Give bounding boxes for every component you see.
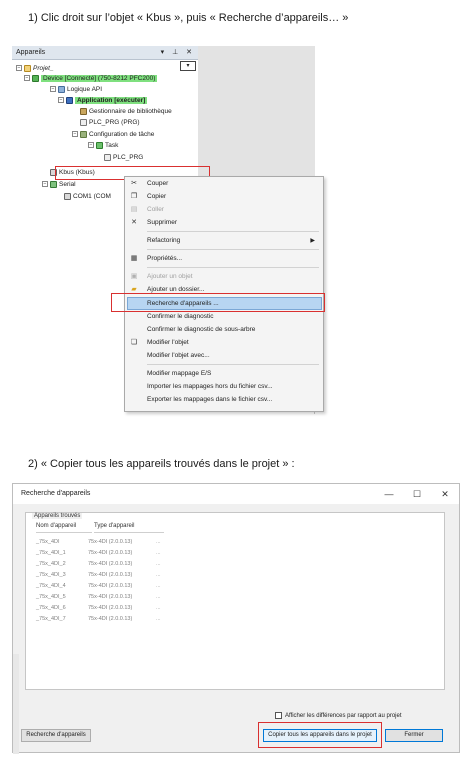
menu-item-add-object[interactable] [125, 271, 323, 283]
tree-node-label: Configuration de tâche [89, 131, 155, 138]
tree-node-label: Application [exécuter] [77, 97, 146, 104]
row-ellipsis-button[interactable]: ... [156, 539, 161, 545]
tree-node-label: Task [105, 142, 119, 149]
found-devices-group [25, 512, 445, 690]
found-devices-label: Appareils trouvés [34, 513, 81, 519]
scissors-icon: ✂ [131, 180, 137, 187]
collapse-icon[interactable]: − [89, 142, 93, 149]
devices-panel-title: Appareils [16, 49, 46, 56]
show-differences-label: Afficher les différences par rapport au projet [285, 713, 402, 720]
device-name: _75x_4DI_4 [36, 583, 66, 589]
menu-separator [147, 267, 319, 268]
menu-item-delete[interactable] [125, 217, 323, 229]
menu-item-label: Modifier l'objet avec... [147, 352, 210, 359]
application-icon [66, 97, 73, 104]
tree-node-label: Kbus (Kbus) [59, 169, 95, 176]
device-name: _75x_4DI_3 [36, 572, 66, 578]
menu-separator [147, 231, 319, 232]
menu-separator [147, 249, 319, 250]
menu-item-export-csv[interactable] [125, 394, 323, 406]
menu-item-confirm-diagnosis[interactable] [125, 311, 323, 323]
paste-icon: ▤ [130, 206, 138, 213]
device-name: _75x_4DI_1 [36, 550, 66, 556]
menu-item-label: Coller [147, 206, 164, 213]
tree-node-device[interactable] [24, 74, 157, 84]
menu-item-label: Exporter les mappages dans le fichier csv... [147, 396, 273, 403]
close-icon[interactable]: ✕ [441, 489, 449, 499]
device-type: 75x-4DI (2.0.0.13) [88, 572, 133, 578]
show-differences-checkbox[interactable] [275, 712, 402, 719]
menu-item-label: Importer les mappages hors du fichier csv... [147, 383, 273, 390]
program-icon [80, 119, 87, 126]
task-icon [96, 142, 103, 149]
menu-item-label: Propriétés... [147, 255, 183, 262]
dialog-title-bar [13, 484, 459, 504]
maximize-icon[interactable]: ☐ [412, 489, 422, 499]
menu-item-edit-object[interactable] [125, 337, 323, 349]
copy-all-devices-button[interactable]: Copier tous les appareils dans le projet [263, 729, 377, 742]
tree-node-library-manager[interactable] [80, 107, 172, 117]
menu-item-label: Confirmer le diagnostic [147, 313, 214, 320]
tree-node-com1[interactable] [64, 192, 111, 202]
device-type: 75x-4DI (2.0.0.13) [88, 561, 133, 567]
tree-node-task-config[interactable] [72, 130, 154, 140]
panel-header-buttons[interactable]: ▾ ⊥ ✕ [160, 49, 195, 56]
menu-item-paste[interactable] [125, 204, 323, 216]
scan-devices-button[interactable]: Recherche d'appareils [21, 729, 91, 742]
menu-item-cut[interactable] [125, 178, 323, 190]
device-type: 75x-4DI (2.0.0.13) [88, 539, 133, 545]
panel-background [198, 46, 315, 180]
project-icon [24, 65, 31, 72]
tree-node-label: Gestionnaire de bibliothèque [89, 108, 172, 115]
row-ellipsis-button[interactable]: ... [156, 594, 161, 600]
dialog-title: Recherche d'appareils [21, 490, 91, 497]
screenshot-context-menu [12, 46, 315, 414]
device-icon [32, 75, 39, 82]
device-name: _75x_4DI [36, 539, 60, 545]
tree-node-plc-prg[interactable] [80, 118, 140, 128]
tree-node-label: COM1 (COM [73, 193, 111, 200]
tree-node-label: Device [Connecté] (750-8212 PFC200) [43, 75, 156, 82]
row-ellipsis-button[interactable]: ... [156, 616, 161, 622]
collapse-icon[interactable]: − [43, 181, 47, 188]
scan-devices-dialog [12, 483, 460, 753]
close-button[interactable]: Fermer [385, 729, 443, 742]
collapse-icon[interactable]: − [51, 86, 55, 93]
submenu-arrow-icon: ▶ [310, 238, 315, 244]
properties-icon: ▦ [130, 255, 138, 262]
tree-node-label: Projet_ [33, 65, 54, 72]
menu-item-label: Couper [147, 180, 169, 187]
menu-item-edit-io-mapping[interactable] [125, 368, 323, 380]
devices-panel-header [12, 46, 198, 60]
delete-icon: ✕ [131, 219, 137, 226]
menu-item-import-csv[interactable] [125, 381, 323, 393]
com-port-icon [64, 193, 71, 200]
panel-dropdown-icon[interactable]: ▾ [180, 61, 196, 71]
menu-item-label: Ajouter un objet [147, 273, 193, 280]
tree-node-plc-logic[interactable] [50, 85, 102, 95]
row-ellipsis-button[interactable]: ... [156, 550, 161, 556]
add-object-icon: ▣ [130, 273, 138, 280]
task-config-icon [80, 131, 87, 138]
menu-separator [147, 364, 319, 365]
scan-devices-highlight-frame [111, 293, 325, 312]
menu-item-label: Copier [147, 193, 167, 200]
window-controls [375, 484, 459, 504]
row-ellipsis-button[interactable]: ... [156, 583, 161, 589]
menu-item-label: Refactoring [147, 237, 181, 244]
tree-node-task[interactable] [88, 141, 118, 151]
menu-item-edit-object-with[interactable] [125, 350, 323, 362]
device-type: 75x-4DI (2.0.0.13) [88, 550, 133, 556]
device-type: 75x-4DI (2.0.0.13) [88, 594, 133, 600]
menu-item-label: Ajouter un dossier... [147, 286, 205, 293]
library-icon [80, 108, 87, 115]
collapse-icon[interactable]: − [73, 131, 77, 138]
device-type: 75x-4DI (2.0.0.13) [88, 616, 133, 622]
tree-node-application[interactable] [58, 96, 147, 106]
menu-item-refactoring[interactable] [125, 235, 323, 247]
column-header-device-name[interactable]: Nom d'appareil [36, 523, 92, 533]
folder-icon: ▰ [131, 286, 137, 293]
menu-item-label: Supprimer [147, 219, 177, 226]
background-app-strip [13, 654, 19, 754]
checkbox-box[interactable] [275, 712, 282, 719]
device-name: _75x_4DI_6 [36, 605, 66, 611]
copy-icon: ❐ [130, 193, 138, 200]
collapse-icon[interactable]: − [25, 75, 29, 82]
step-2-caption: 2) « Copier tous les appareils trouvés dans le projet » : [28, 458, 295, 470]
device-name: _75x_4DI_5 [36, 594, 66, 600]
tree-node-label: Serial [59, 181, 76, 188]
plc-logic-icon [58, 86, 65, 93]
step-1-caption: 1) Clic droit sur l’objet « Kbus », puis « Recherche d’appareils… » [28, 12, 349, 24]
device-name: _75x_4DI_2 [36, 561, 66, 567]
tree-node-project[interactable] [16, 64, 54, 74]
serial-icon [50, 181, 57, 188]
menu-item-label: Recherche d'appareils ... [147, 300, 219, 307]
tree-node-label: PLC_PRG [113, 154, 144, 161]
menu-item-copy[interactable] [125, 191, 323, 203]
device-type: 75x-4DI (2.0.0.13) [88, 605, 133, 611]
menu-item-confirm-subtree-diagnosis[interactable] [125, 324, 323, 336]
minimize-icon[interactable]: — [384, 489, 394, 499]
collapse-icon[interactable]: − [59, 97, 63, 104]
program-icon [104, 154, 111, 161]
device-type: 75x-4DI (2.0.0.13) [88, 583, 133, 589]
row-ellipsis-button[interactable]: ... [156, 572, 161, 578]
menu-item-properties[interactable] [125, 253, 323, 265]
row-ellipsis-button[interactable]: ... [156, 561, 161, 567]
edit-object-icon: ❏ [130, 339, 138, 346]
menu-item-label: Modifier l'objet [147, 339, 189, 346]
device-name: _75x_4DI_7 [36, 616, 66, 622]
row-ellipsis-button[interactable]: ... [156, 605, 161, 611]
column-header-device-type[interactable]: Type d'appareil [94, 523, 164, 533]
menu-item-label: Modifier mappage E/S [147, 370, 212, 377]
tree-node-task-plc-prg[interactable] [104, 153, 143, 163]
tree-node-label: Logique API [67, 86, 103, 93]
tree-node-serial[interactable] [42, 180, 76, 190]
tree-node-label: PLC_PRG (PRG) [89, 119, 140, 126]
collapse-icon[interactable]: − [17, 65, 21, 72]
menu-item-label: Confirmer le diagnostic de sous-arbre [147, 326, 256, 333]
